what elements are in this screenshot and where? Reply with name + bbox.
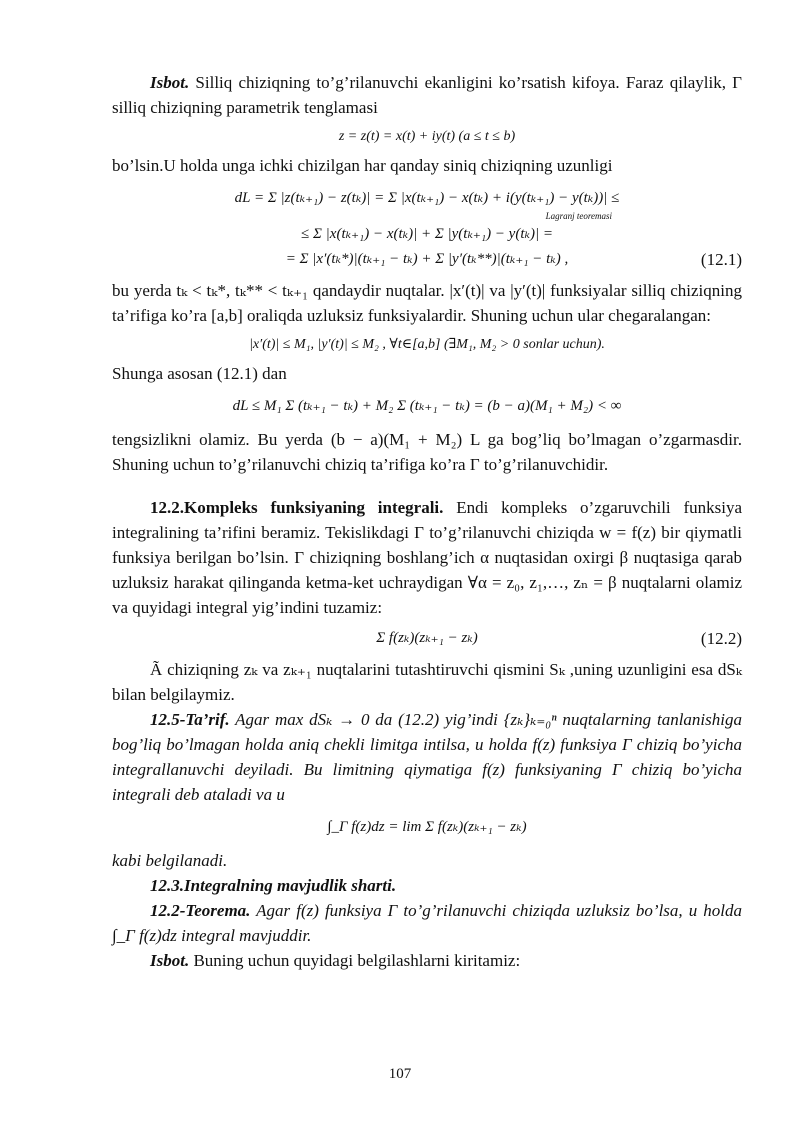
equation-dl-line3-text: = Σ |x′(tₖ*)|(tₖ₊₁ − tₖ) + Σ |y′(tₖ**)|(tₖ₊₁ − tₖ) , bbox=[285, 251, 569, 267]
proof-text: Silliq chiziqning to’g’rilanuvchi ekanligini ko’rsatish kifoya. Faraz qilaylik, Γ silliq chiziqning parametrik tenglamasi bbox=[112, 73, 743, 117]
paragraph-conclusion: tengsizlikni olamiz. Bu yerda (b − a)(M₁ + M₂) L ga bog’liq bo’lmagan o’zgarmasdir. Shuning uchun to’g’rilanuvchi chiziq ta’rifiga ko’ra Γ to’g’rilanuvchidir. bbox=[112, 430, 742, 474]
equation-number-12-2: (12.2) bbox=[700, 629, 742, 648]
equation-sum-row bbox=[112, 626, 742, 651]
equation-bound: |x′(t)| ≤ M₁, |y′(t)| ≤ M₂ , ∀t∈[a,b] (∃M₁, M₂ > 0 sonlar uchun). bbox=[249, 337, 605, 352]
paragraph-denoted: kabi belgilanadi. bbox=[112, 851, 228, 870]
paragraph-arc: Ã chiziqning zₖ va zₖ₊₁ nuqtalarini tutashtiruvchi qismini Sₖ ,uning uzunligini esa dSₖ bilan belgilaymiz. bbox=[112, 660, 742, 704]
equation-integral: ∫_Γ f(z)dz = lim Σ f(zₖ)(zₖ₊₁ − zₖ) bbox=[327, 819, 527, 835]
section-12-2-text: Endi kompleks o’zgaruvchili funksiya integralining ta’rifini beramiz. Tekislikdagi Γ to’g’rilanuvchi chiziqda w = f(z) bir qiymatli funksiya berilgan bo’lsin. Γ chiziqning boshlang’ich α nuqtasidan oxirgi β nuqtasiga qarab uzluksiz harakat qilinganda ketma-ket uchraydigan ∀α = z₀, z₁,…, zₙ = β nuqtalarni olamiz va quyidagi integral yig’indini tuzamiz: bbox=[112, 498, 743, 617]
definition-text: Agar max dSₖ → 0 da (12.2) yig’indi {zₖ}ₖ₌₀ⁿ nuqtalarning tanlanishiga bog’liq bo’lmagan holda aniq chekli limitga intilsa, u holda f(z) funksiya Γ chiziq bo’yicha integrallanuvchi deyiladi. Bu limitning qiymatiga f(z) funksiyaning Γ chiziq bo’yicha integrali deb ataladi va u bbox=[112, 710, 742, 804]
proof-label: Isbot. bbox=[150, 73, 190, 92]
definition-label: 12.5-Ta’rif. bbox=[150, 710, 230, 729]
equation-dl-line3 bbox=[112, 247, 742, 272]
proof-text-2: Buning uchun quyidagi belgilashlarni kiritamiz: bbox=[193, 951, 521, 970]
equation-dl-note: Lagranj teoremasi bbox=[545, 211, 612, 221]
equation-dl-final: dL ≤ M₁ Σ (tₖ₊₁ − tₖ) + M₂ Σ (tₖ₊₁ − tₖ) = (b − a)(M₁ + M₂) < ∞ bbox=[232, 398, 622, 414]
section-12-2 bbox=[112, 495, 742, 620]
proof-paragraph-1 bbox=[112, 70, 742, 120]
theorem-text: Agar f(z) funksiya Γ to’g’rilanuvchi chiziqda uzluksiz bo’lsa, u holda ∫_Γ f(z)dz integral mavjuddir. bbox=[112, 901, 742, 945]
equation-dl-line1: dL = Σ |z(tₖ₊₁) − z(tₖ)| = Σ |x(tₖ₊₁) − x(tₖ) + i(y(tₖ₊₁) − y(tₖ))| ≤ bbox=[234, 190, 620, 206]
theorem-12-2 bbox=[112, 898, 742, 948]
paragraph-length: bo’lsin.U holda unga ichki chizilgan har qanday siniq chiziqning uzunligi bbox=[112, 156, 613, 175]
page-body bbox=[112, 70, 742, 973]
equation-sum: Σ f(zₖ)(zₖ₊₁ − zₖ) bbox=[376, 630, 478, 646]
paragraph-hence: Shunga asosan (12.1) dan bbox=[112, 364, 287, 383]
section-12-2-title: 12.2.Kompleks funksiyaning integrali. bbox=[150, 498, 444, 517]
theorem-label: 12.2-Teorema. bbox=[150, 901, 251, 920]
equation-number-12-1: (12.1) bbox=[700, 250, 742, 269]
proof-paragraph-2 bbox=[112, 948, 742, 973]
section-12-3-title: 12.3.Integralning mavjudlik sharti. bbox=[150, 876, 397, 895]
equation-dl-line2: ≤ Σ |x(tₖ₊₁) − x(tₖ)| + Σ |y(tₖ₊₁) − y(tₖ)| = bbox=[301, 226, 553, 242]
page-number: 107 bbox=[388, 1066, 412, 1082]
paragraph-points: bu yerda tₖ < tₖ*, tₖ** < tₖ₊₁ qandaydir nuqtalar. |x′(t)| va |y′(t)| funksiyalar silliq chiziqning ta’rifiga ko’ra [a,b] oraliqda uzluksiz funksiyalardir. Shuning uchun ular chegaralangan: bbox=[112, 281, 742, 325]
equation-parametric: z = z(t) = x(t) + iy(t) (a ≤ t ≤ b) bbox=[338, 129, 516, 144]
definition-12-5 bbox=[112, 707, 742, 807]
proof-label-2: Isbot. bbox=[150, 951, 190, 970]
